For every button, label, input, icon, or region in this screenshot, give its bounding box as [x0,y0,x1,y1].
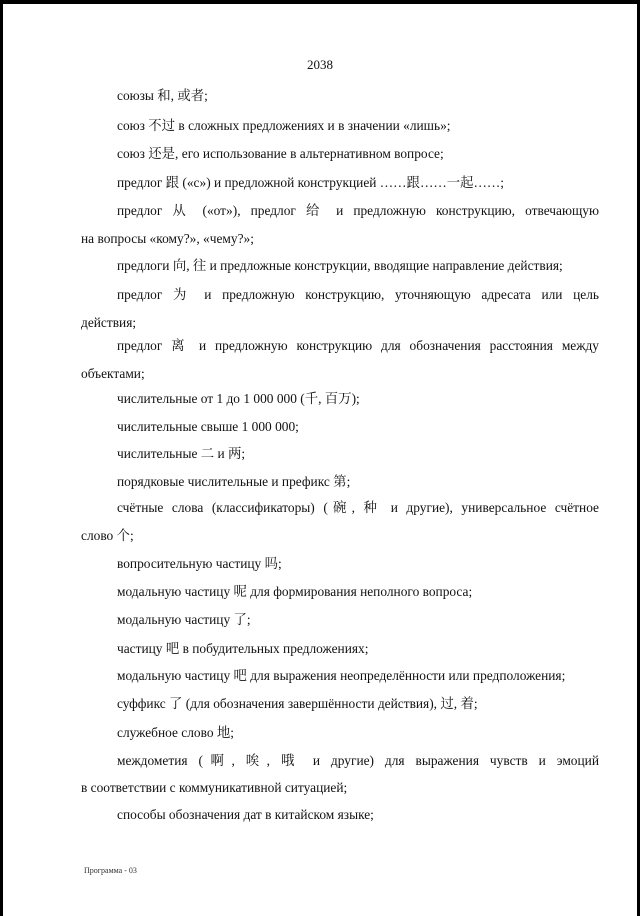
scan-border-left [0,0,3,916]
page-footer: Программа - 03 [84,866,137,875]
text-line: действия; [81,315,137,330]
text-line: модальную частицу 了; [117,612,251,627]
text-line: союз 还是, его использование в альтернативном вопросе; [117,146,444,161]
text-line: предлог 从 («от»), предлог 给 и предложную конструкцию, отвечающую [117,203,599,218]
text-line: вопросительную частицу 吗; [117,556,282,571]
text-line: служебное слово 地; [117,725,234,740]
text-line: на вопросы «кому?», «чему?»; [81,231,254,246]
text-line: предлоги 向, 往 и предложные конструкции, вводящие направление действия; [117,258,563,273]
text-line: предлог 离 и предложную конструкцию для обозначения расстояния между [117,338,599,353]
text-line: суффикс 了 (для обозначения завершённости действия), 过, 着; [117,696,478,711]
text-line: модальную частицу 吧 для выражения неопределённости или предположения; [117,668,566,683]
page-number: 2038 [307,57,333,72]
text-line: порядковые числительные и префикс 第; [117,474,351,489]
text-line: числительные свыше 1 000 000; [117,419,299,434]
text-line: в соответствии с коммуникативной ситуацией; [81,780,348,795]
text-line: предлог 为 и предложную конструкцию, уточняющую адресата или цель [117,287,599,302]
text-line: слово 个; [81,528,134,543]
text-line: числительные 二 и 两; [117,446,246,461]
text-line: способы обозначения дат в китайском языке; [117,807,374,822]
text-line: союз 不过 в сложных предложениях и в значении «лишь»; [117,118,451,133]
text-line: числительные от 1 до 1 000 000 (千, 百万); [117,391,360,406]
text-line: объектами; [81,366,145,381]
text-line: модальную частицу 呢 для формирования неполного вопроса; [117,584,473,599]
text-line: предлог 跟 («с») и предложной конструкцией ……跟……一起……; [117,175,505,190]
text-line: частицу 吧 в побудительных предложениях; [117,641,369,656]
text-line: междометия (啊, 唉, 哦 и другие) для выражения чувств и эмоций [117,753,599,768]
scan-border-top [0,0,640,4]
text-line: союзы 和, 或者; [117,88,208,103]
text-line: счётные слова (классификаторы) (碗, 种 и другие), универсальное счётное [117,500,599,515]
